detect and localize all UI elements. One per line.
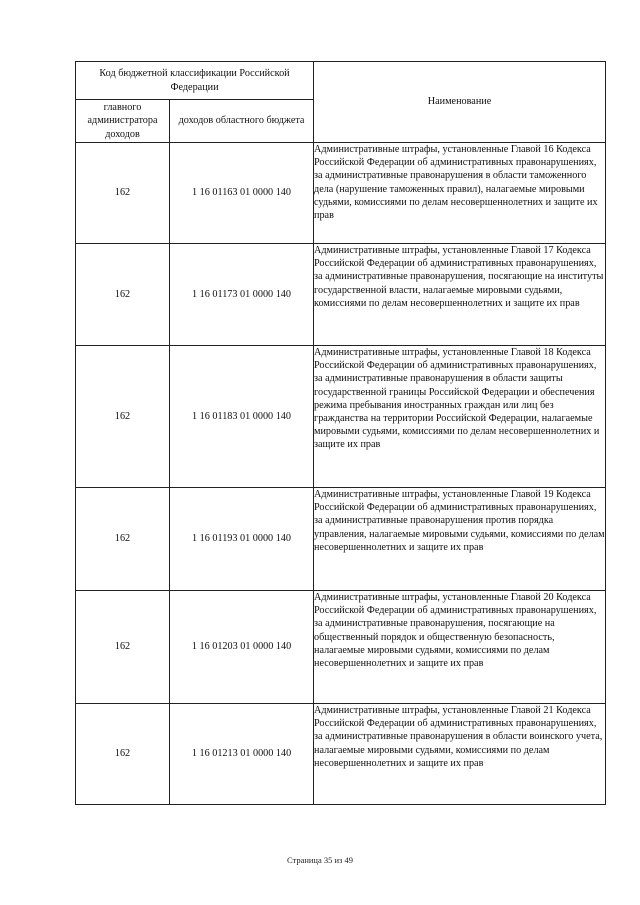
table-row	[76, 704, 606, 805]
admin-code-cell: 162	[76, 704, 170, 805]
budget-classification-table	[75, 61, 606, 805]
page-number: Страница 35 из 49	[286, 855, 354, 865]
admin-code-cell: 162	[76, 488, 170, 591]
name-cell: Административные штрафы, установленные Главой 16 Кодекса Российской Федерации об административных правонарушениях, за административные правонарушения в области таможенного дела (нарушение таможенных правил), налагаемые мировыми судьями, комиссиями по делам несовершеннолетних и защите их прав	[314, 143, 606, 244]
income-code-cell: 1 16 01173 01 0000 140	[170, 244, 314, 346]
income-code-cell: 1 16 01213 01 0000 140	[170, 704, 314, 805]
income-code-cell: 1 16 01203 01 0000 140	[170, 591, 314, 704]
admin-code-cell: 162	[76, 143, 170, 244]
income-code-cell: 1 16 01163 01 0000 140	[170, 143, 314, 244]
name-cell: Административные штрафы, установленные Главой 18 Кодекса Российской Федерации об административных правонарушениях, за административные правонарушения в области защиты государственной границы Российской Федерации и обеспечения режима пребывания иностранных граждан или лиц без гражданства на территории Российской Федерации, налагаемые мировыми судьями, комиссиями по делам несовершеннолетних и защите их прав	[314, 346, 606, 488]
income-code-cell: 1 16 01193 01 0000 140	[170, 488, 314, 591]
header-admin: главного администратора доходов	[76, 100, 170, 143]
name-cell: Административные штрафы, установленные Главой 21 Кодекса Российской Федерации об административных правонарушениях, за административные правонарушения в области воинского учета, налагаемые мировыми судьями, комиссиями по делам несовершеннолетних и защите их прав	[314, 704, 606, 805]
name-cell: Административные штрафы, установленные Главой 17 Кодекса Российской Федерации об административных правонарушениях, за административные правонарушения, посягающие на институты государственной власти, налагаемые мировыми судьями, комиссиями по делам несовершеннолетних и защите их прав	[314, 244, 606, 346]
table-row	[76, 244, 606, 346]
name-cell: Административные штрафы, установленные Главой 19 Кодекса Российской Федерации об административных правонарушениях, за административные правонарушения против порядка управления, налагаемые мировыми судьями, комиссиями по делам несовершеннолетних и защите их прав	[314, 488, 606, 591]
table-row	[76, 591, 606, 704]
table-row	[76, 488, 606, 591]
name-cell: Административные штрафы, установленные Главой 20 Кодекса Российской Федерации об административных правонарушениях, за административные правонарушения, посягающие на общественный порядок и общественную безопасность, налагаемые мировыми судьями, комиссиями по делам несовершеннолетних и защите их прав	[314, 591, 606, 704]
admin-code-cell: 162	[76, 346, 170, 488]
header-name: Наименование	[314, 62, 606, 143]
admin-code-cell: 162	[76, 244, 170, 346]
table-row	[76, 143, 606, 244]
header-code: доходов областного бюджета	[170, 100, 314, 143]
table-row	[76, 346, 606, 488]
admin-code-cell: 162	[76, 591, 170, 704]
income-code-cell: 1 16 01183 01 0000 140	[170, 346, 314, 488]
header-group-label: Код бюджетной классификации Российской Федерации	[76, 62, 314, 100]
